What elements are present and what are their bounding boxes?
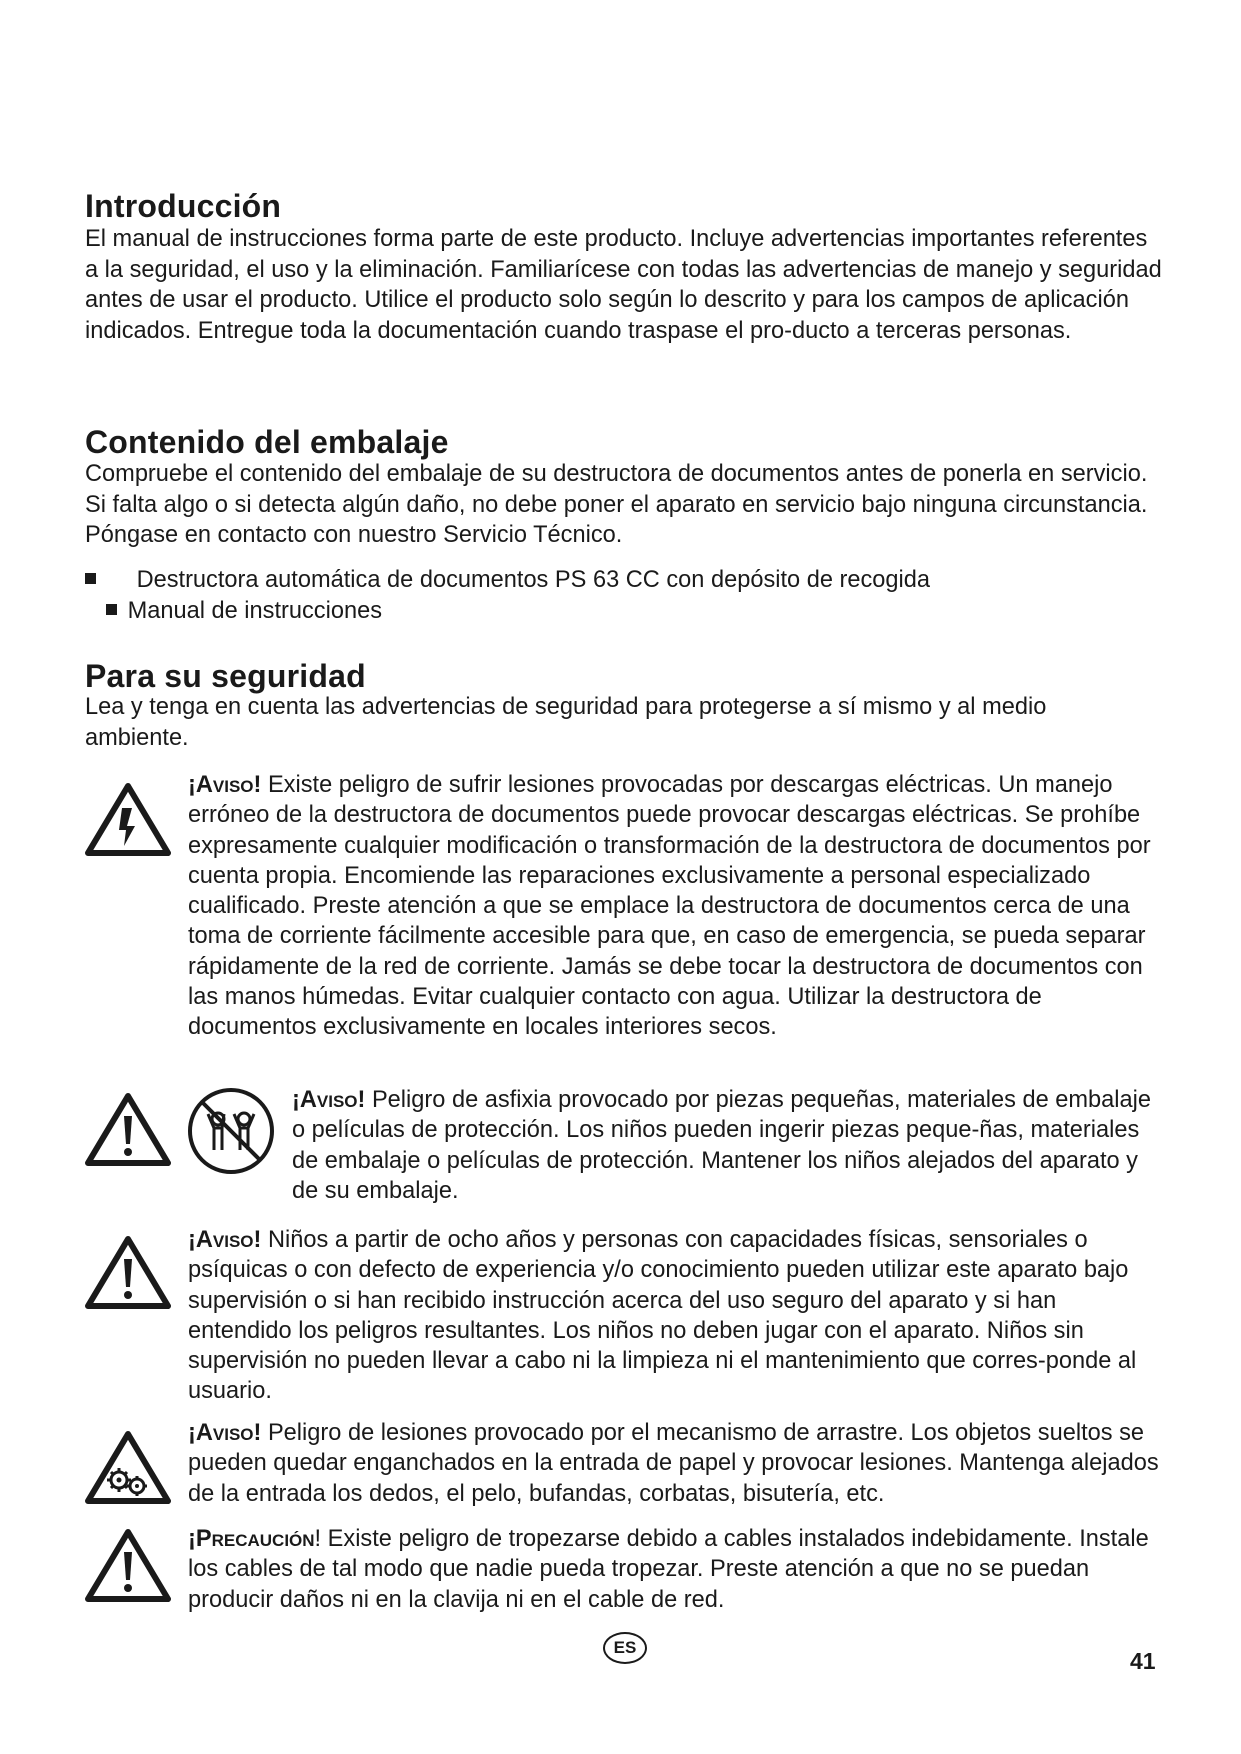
intro-heading: Introducción [85,188,282,224]
warning-label: ¡Aviso! [292,1087,366,1113]
warning-triangle-icon [85,1092,171,1166]
warning-label: ¡Precaución [188,1526,315,1552]
bullet-square [85,573,96,584]
warning-label: ¡Aviso! [188,772,262,798]
warning-text: Existe peligro de sufrir lesiones provocadas por descargas eléctricas. Un manejo erróneo de la destructora de documentos puede provocar descargas eléctricas. Se prohíbe expresamente cualquier modificación o transformación de la destructora de documentos por cuenta propia. Encomiende las reparaciones exclusivamente a personal especializado cualificado. Preste atención a que se emplace la destructora de documentos cerca de una toma de corriente fácilmente accesible para que, en caso de emergencia, se pueda separar rápidamente de la red de corriente. Jamás se debe tocar la destructora de documentos con las manos húmedas. Evitar cualquier contacto con agua. Utilizar la destructora de documentos exclusivamente en locales interiores secos. [188,772,1151,1041]
warning-text: Peligro de lesiones provocado por el mecanismo de arrastre. Los objetos sueltos se pueden quedar enganchados en la entrada de papel y provocar lesiones. Mantenga alejados de la entrada los dedos, el pelo, bufandas, corbatas, bisutería, etc. [188,1420,1159,1507]
page-number: 41 [1130,1648,1156,1674]
package-item-text: Manual de instrucciones [127,598,382,624]
warning-tripping [188,1524,1163,1615]
warning-children-supervision [188,1225,1163,1407]
safety-heading: Para su seguridad [85,658,366,694]
package-item [106,596,382,626]
warning-text: ! Existe peligro de tropezarse debido a cables instalados indebidamente. Instale los cables de tal modo que nadie pueda tropezar. Preste atención a que no se puedan producir daños ni en la clavija ni en el cable de red. [188,1526,1149,1613]
warning-text: Niños a partir de ocho años y personas con capacidades físicas, sensoriales o psíquicas o con defecto de experiencia y/o conocimiento pueden utilizar este aparato bajo supervisión o si han recibido instrucción acerca del uso seguro del aparato y si han entendido los peligros resultantes. Los niños no deben jugar con el aparato. Niños sin supervisión no pueden llevar a cabo ni la limpieza ni el mantenimiento que corres-ponde al usuario. [188,1227,1137,1405]
safety-intro: Lea y tenga en cuenta las advertencias de seguridad para protegerse a sí mismo y al medio ambiente. [85,694,1047,751]
warning-text: Peligro de asfixia provocado por piezas pequeñas, materiales de embalaje o películas de protección. Los niños pueden ingerir piezas peque-ñas, materiales de embalaje o películas de protección. Mantener los niños alejados del aparato y de su embalaje. [292,1087,1152,1204]
warning-triangle-icon [85,1235,171,1309]
contents-heading: Contenido del embalaje [85,424,449,460]
package-item [85,565,930,595]
warning-triangle-icon [85,1528,171,1602]
package-item-text: Destructora automática de documentos PS 63 CC con depósito de recogida [136,567,931,593]
intro-body: El manual de instrucciones forma parte de este producto. Incluye advertencias importantes referentes a la seguridad, el uso y la eliminación. Familiarícese con todas las advertencias de manejo y seguridad antes de usar el producto. Utilice el producto solo según lo descrito y para los campos de aplicación indicados. Entregue toda la documentación cuando traspase el pro-ducto a terceras personas. [85,226,1162,344]
warning-feed-mechanism [188,1418,1163,1509]
warning-label: ¡Aviso! [188,1420,262,1446]
bullet-square [106,604,117,615]
warning-suffocation [292,1085,1162,1206]
electric-shock-warning-icon [85,782,171,856]
warning-label: ¡Aviso! [188,1227,262,1253]
contents-body: Compruebe el contenido del embalaje de su destructora de documentos antes de ponerla en servicio. Si falta algo o si detecta algún daño, no debe poner el aparato en servicio bajo ninguna circunstancia. Póngase en contacto con nuestro Servicio Técnico. [85,461,1148,548]
no-children-icon [186,1086,276,1176]
language-badge: ES [603,1632,647,1664]
gear-entanglement-warning-icon [85,1430,171,1504]
warning-electric-shock [188,770,1163,1043]
